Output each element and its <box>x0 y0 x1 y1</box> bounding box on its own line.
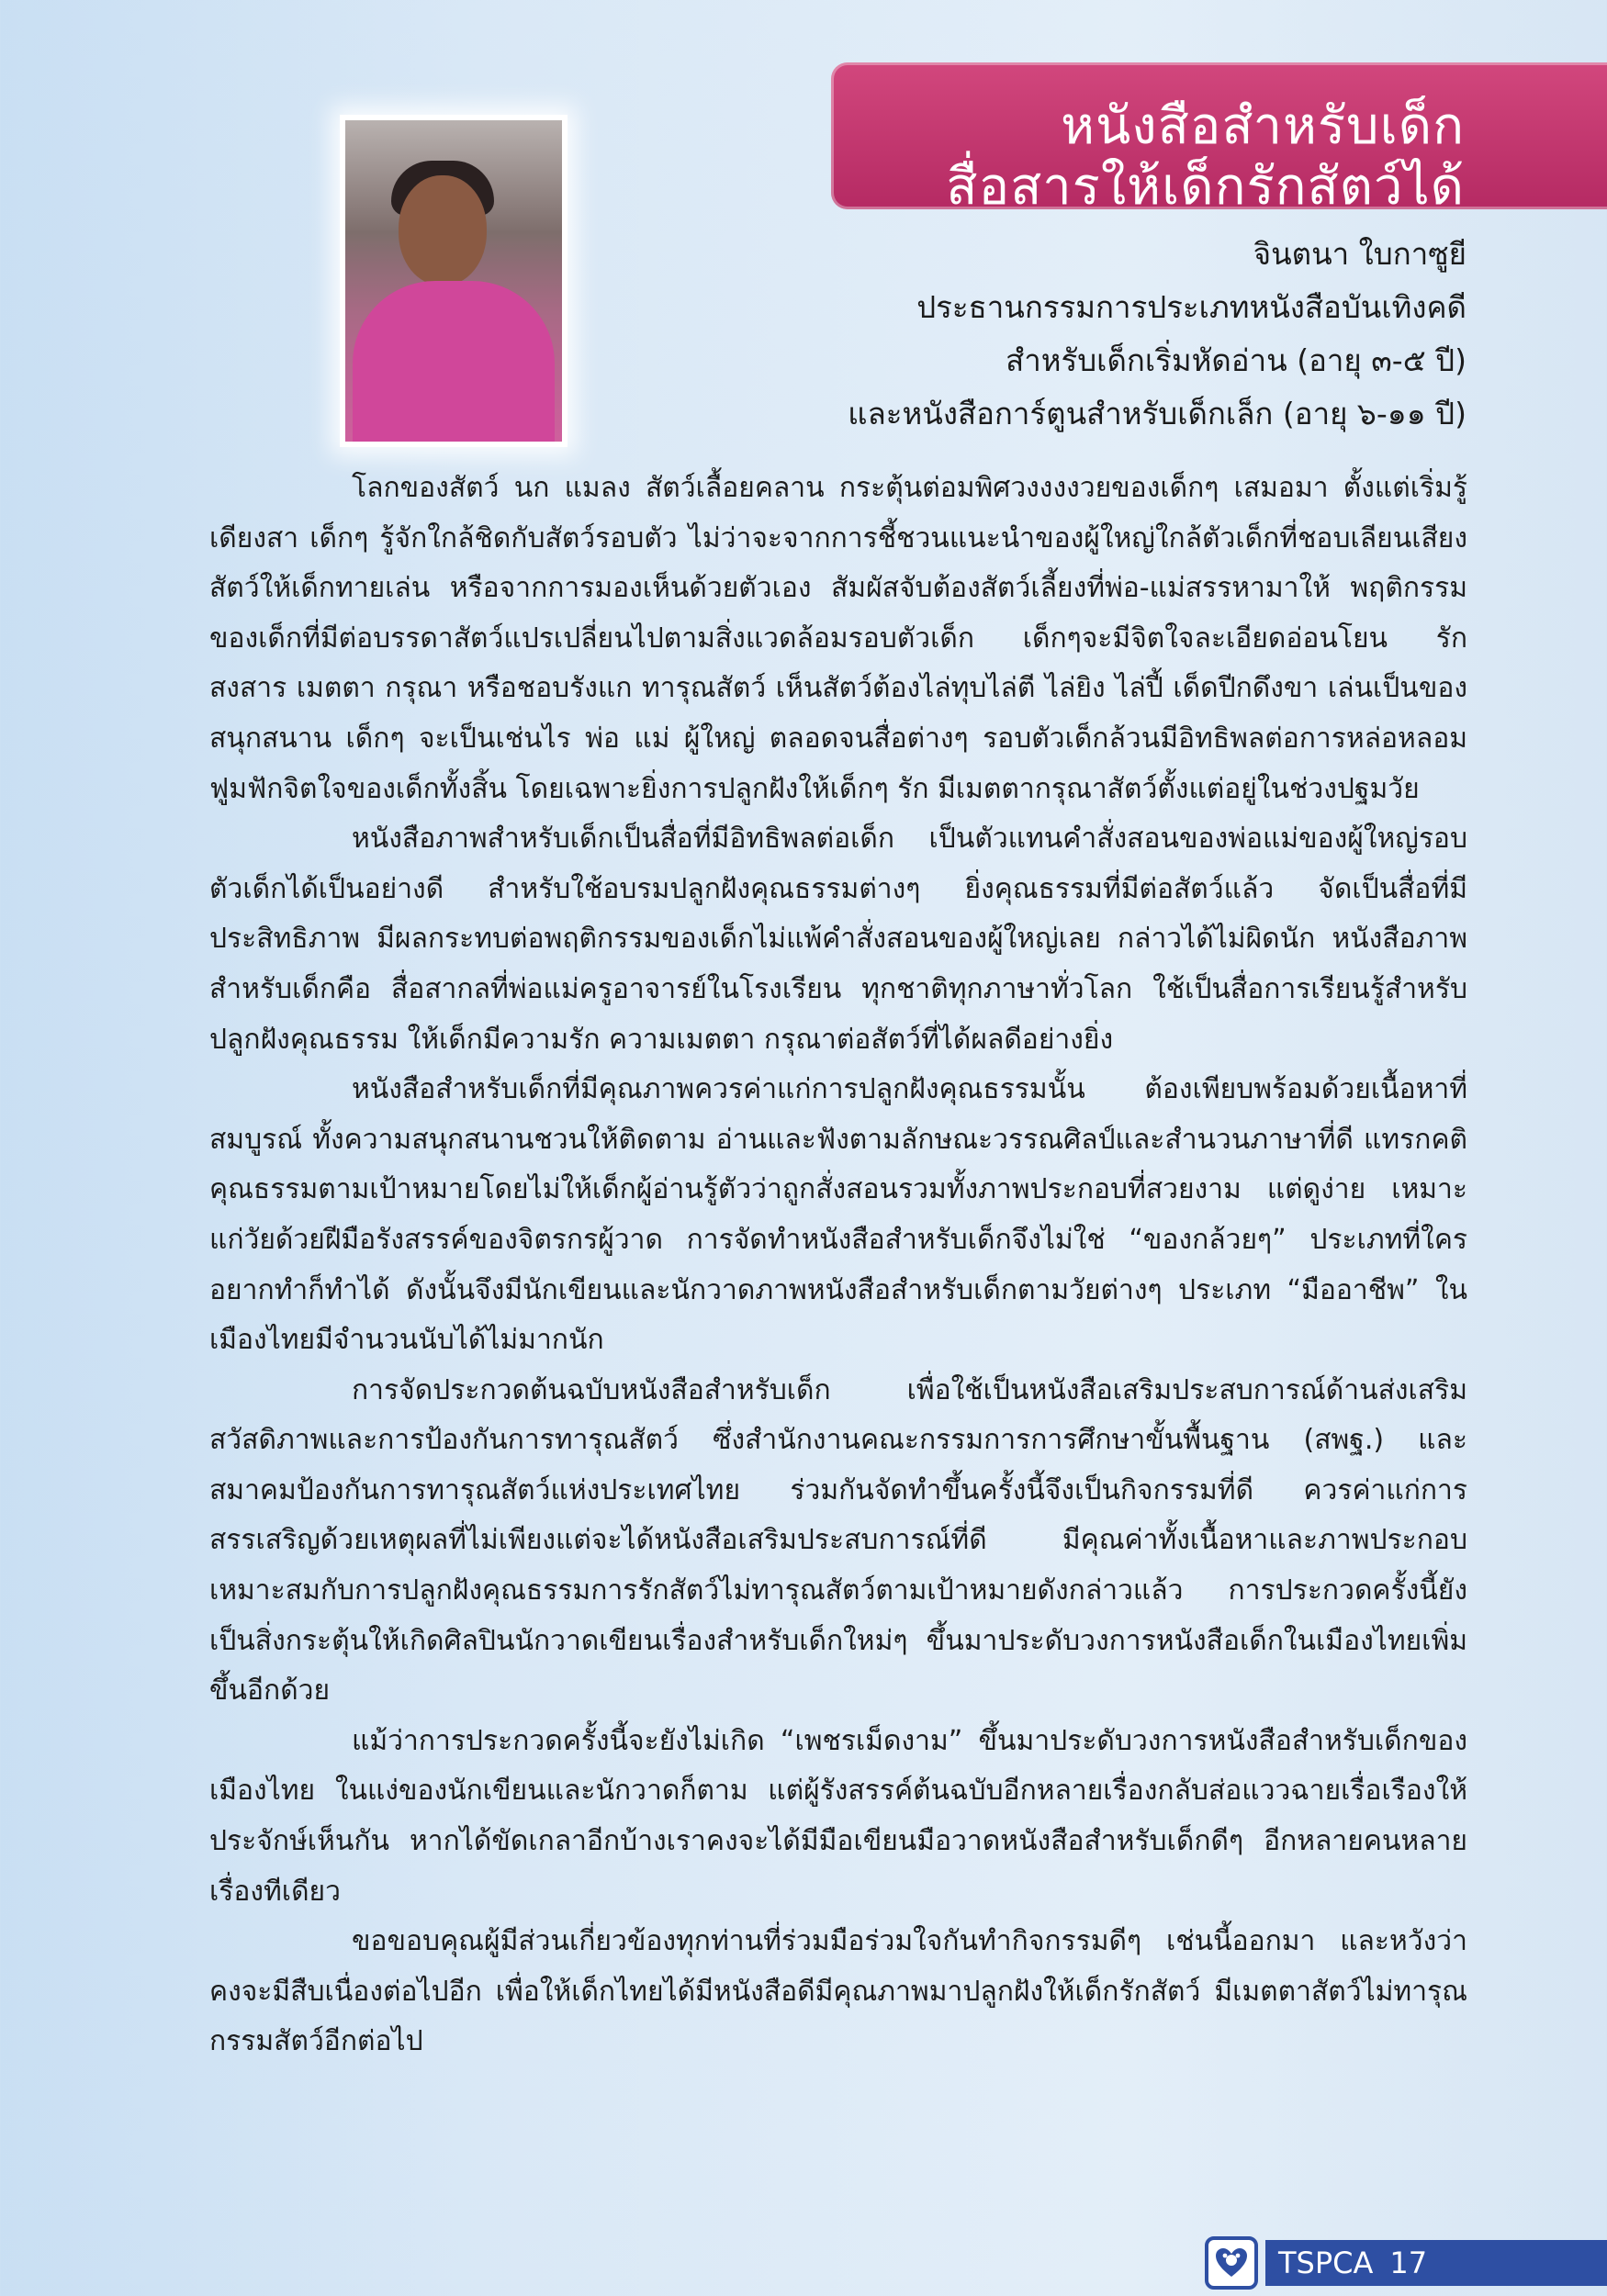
author-role-line-1: ประธานกรรมการประเภทหนังสือบันเทิงคดี <box>916 289 1467 325</box>
article-title-line-2: สื่อสารให้เด็กรักสัตว์ได้ <box>946 157 1465 217</box>
paragraph-1: โลกของสัตว์ นก แมลง สัตว์เลื้อยคลาน กระตุ้นต่อมพิศวงงงงวยของเด็กๆ เสมอมา ตั้งแต่เริ่มรู้เดียงสา เด็กๆ รู้จักใกล้ชิดกับสัตว์รอบตัว ไม่ว่าจะจากการชี้ชวนแนะนำของผู้ใหญ่ใกล้ตัวเด็กที่ชอบเลียนเสียงสัตว์ให้เด็กทายเล่น หรือจากการมองเห็นด้วยตัวเอง สัมผัสจับต้องสัตว์เลี้ยงที่พ่อ-แม่สรรหามาให้ พฤติกรรมของเด็กที่มีต่อบรรดาสัตว์แปรเปลี่ยนไปตามสิ่งแวดล้อมรอบตัวเด็ก เด็กๆจะมีจิตใจละเอียดอ่อนโยน รัก สงสาร เมตตา กรุณา หรือชอบรังแก ทารุณสัตว์ เห็นสัตว์ต้องไล่ทุบไล่ตี ไล่ยิง ไล่ปี้ เด็ดปีกดึงขา เล่นเป็นของสนุกสนาน เด็กๆ จะเป็นเช่นไร พ่อ แม่ ผู้ใหญ่ ตลอดจนสื่อต่างๆ รอบตัวเด็กล้วนมีอิทธิพลต่อการหล่อหลอมฟูมฟักจิตใจของเด็กทั้งสิ้น โดยเฉพาะยิ่งการปลูกฝังให้เด็กๆ รัก มีเมตตากรุณาสัตว์ตั้งแต่อยู่ในช่วงปฐมวัย <box>209 472 1467 805</box>
author-photo <box>340 115 568 447</box>
author-portrait-image <box>345 120 562 442</box>
article-body <box>209 464 1467 2067</box>
heart-paw-logo-icon <box>1205 2236 1258 2290</box>
paragraph-3: หนังสือสำหรับเด็กที่มีคุณภาพควรค่าแก่การปลูกฝังคุณธรรมนั้น ต้องเพียบพร้อมด้วยเนื้อหาที่สมบูรณ์ ทั้งความสนุกสนานชวนให้ติดตาม อ่านและฟังตามลักษณะวรรณศิลป์และสำนวนภาษาที่ดี แทรกคติคุณธรรมตามเป้าหมายโดยไม่ให้เด็กผู้อ่านรู้ตัวว่าถูกสั่งสอนรวมทั้งภาพประกอบที่สวยงาม แต่ดูง่าย เหมาะแก่วัยด้วยฝีมือรังสรรค์ของจิตรกรผู้วาด การจัดทำหนังสือสำหรับเด็กจึงไม่ใช่ “ของกล้วยๆ” ประเภทที่ใครอยากทำก็ทำได้ ดังนั้นจึงมีนักเขียนและนักวาดภาพหนังสือสำหรับเด็กตามวัยต่างๆ ประเภท “มืออาชีพ” ในเมืองไทยมีจำนวนนับได้ไม่มากนัก <box>209 1073 1467 1357</box>
paragraph-5: แม้ว่าการประกวดครั้งนี้จะยังไม่เกิด “เพชรเม็ดงาม” ขึ้นมาประดับวงการหนังสือสำหรับเด็กของเมืองไทย ในแง่ของนักเขียนและนักวาดก็ตาม แต่ผู้รังสรรค์ต้นฉบับอีกหลายเรื่องกลับส่อแววฉายเรื่อเรืองให้ประจักษ์เห็นกัน หากได้ขัดเกลาอีกบ้างเราคงจะได้มีมือเขียนมือวาดหนังสือสำหรับเด็กดีๆ อีกหลายคนหลายเรื่องทีเดียว <box>209 1724 1467 1908</box>
footer-label <box>1278 2246 1427 2280</box>
author-role-line-3: และหนังสือการ์ตูนสำหรับเด็กเล็ก (อายุ ๖-๑๑ ปี) <box>848 396 1467 431</box>
page-number: 17 <box>1389 2246 1428 2280</box>
paragraph-2: หนังสือภาพสำหรับเด็กเป็นสื่อที่มีอิทธิพลต่อเด็ก เป็นตัวแทนคำสั่งสอนของพ่อแม่ของผู้ใหญ่รอบตัวเด็กได้เป็นอย่างดี สำหรับใช้อบรมปลูกฝังคุณธรรมต่างๆ ยิ่งคุณธรรมที่มีต่อสัตว์แล้ว จัดเป็นสื่อที่มีประสิทธิภาพ มีผลกระทบต่อพฤติกรรมของเด็กไม่แพ้คำสั่งสอนของผู้ใหญ่เลย กล่าวได้ไม่ผิดนัก หนังสือภาพสำหรับเด็กคือ สื่อสากลที่พ่อแม่ครูอาจารย์ในโรงเรียน ทุกชาติทุกภาษาทั่วโลก ใช้เป็นสื่อการเรียนรู้สำหรับปลูกฝังคุณธรรม ให้เด็กมีความรัก ความเมตตา กรุณาต่อสัตว์ที่ได้ผลดีอย่างยิ่ง <box>209 823 1467 1056</box>
paragraph-4: การจัดประกวดต้นฉบับหนังสือสำหรับเด็ก เพื่อใช้เป็นหนังสือเสริมประสบการณ์ด้านส่งเสริมสวัสดิภาพและการป้องกันการทารุณสัตว์ ซึ่งสำนักงานคณะกรรมการการศึกษาขั้นพื้นฐาน (สพฐ.) และสมาคมป้องกันการทารุณสัตว์แห่งประเทศไทย ร่วมกันจัดทำขึ้นครั้งนี้จึงเป็นกิจกรรมที่ดี ควรค่าแก่การสรรเสริญด้วยเหตุผลที่ไม่เพียงแต่จะได้หนังสือเสริมประสบการณ์ที่ดี มีคุณค่าทั้งเนื้อหาและภาพประกอบ เหมาะสมกับการปลูกฝังคุณธรรมการรักสัตว์ไม่ทารุณสัตว์ตามเป้าหมายดังกล่าวแล้ว การประกวดครั้งนี้ยังเป็นสิ่งกระตุ้นให้เกิดศิลปินนักวาดเขียนเรื่องสำหรับเด็กใหม่ๆ ขึ้นมาประดับวงการหนังสือเด็กในเมืองไทยเพิ่มขึ้นอีกด้วย <box>209 1373 1467 1708</box>
org-name: TSPCA <box>1278 2246 1374 2280</box>
article-title-line-1: หนังสือสำหรับเด็ก <box>1061 96 1465 156</box>
author-name: จินตนา ใบกาซูยี <box>1253 236 1467 272</box>
paragraph-6: ขอขอบคุณผู้มีส่วนเกี่ยวข้องทุกท่านที่ร่วมมือร่วมใจกันทำกิจกรรมดีๆ เช่นนี้ออกมา และหวังว่าคงจะมีสืบเนื่องต่อไปอีก เพื่อให้เด็กไทยได้มีหนังสือดีมีคุณภาพมาปลูกฝังให้เด็กรักสัตว์ มีเมตตาสัตว์ไม่ทารุณกรรมสัตว์อีกต่อไป <box>209 1925 1467 2058</box>
author-role-line-2: สำหรับเด็กเริ่มหัดอ่าน (อายุ ๓-๕ ปี) <box>1006 342 1467 378</box>
